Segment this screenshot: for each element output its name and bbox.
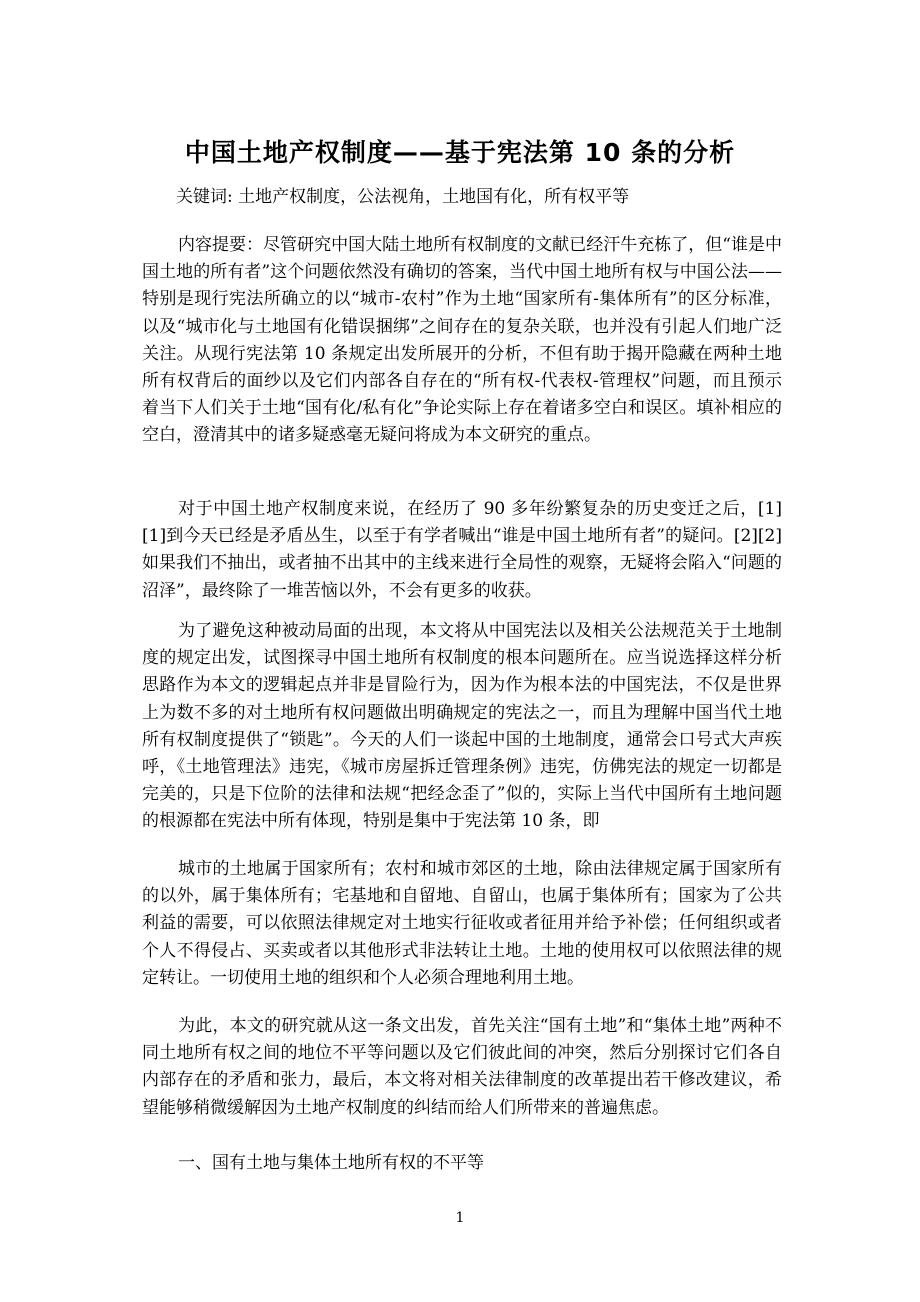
- page-number: 1: [455, 1210, 465, 1226]
- constitution-article-quote: 城市的土地属于国家所有；农村和城市郊区的土地，除由法律规定属于国家所有的以外，属于集体所有；宅基地和自留地、自留山，也属于集体所有；国家为了公共利益的需要，可以依照法律规定对土地实行征收或者征用并给予补偿；任何组织或者个人不得侵占、买卖或者以其他形式非法转让土地。土地的使用权可以依照法律的规定转让。一切使用土地的组织和个人必须合理地利用土地。: [142, 859, 782, 988]
- body-paragraph-1: 对于中国土地产权制度来说，在经历了 90 多年纷繁复杂的历史变迁之后，[1] [1]到今天已经是矛盾丛生，以至于有学者喊出“谁是中国土地所有者”的疑问。[2][2]如果我们不抽出，或者抽不出其中的主线来进行全局性的观察，无疑将会陷入“问题的沼泽”，最终除了一堆苦恼以外，不会有更多的收获。: [142, 499, 782, 601]
- keywords-line: 关键词: 土地产权制度，公法视角，土地国有化，所有权平等: [176, 187, 630, 207]
- document-title: 中国土地产权制度——基于宪法第 10 条的分析: [184, 137, 736, 167]
- body-paragraph-2: 为了避免这种被动局面的出现，本文将从中国宪法以及相关公法规范关于土地制度的规定出发，试图探寻中国土地所有权制度的根本问题所在。应当说选择这样分析思路作为本文的逻辑起点并非是冒险行为，因为作为根本法的中国宪法，不仅是世界上为数不多的对土地所有权问题做出明确规定的宪法之一，而且为理解中国当代土地所有权制度提供了“锁匙”。今天的人们一谈起中国的土地制度，通常会口号式大声疾呼，《土地管理法》违宪，《城市房屋拆迁管理条例》违宪，仿佛宪法的规定一切都是完美的，只是下位阶的法律和法规“把经念歪了”似的，实际上当代中国所有土地问题的根源都在宪法中所有体现，特别是集中于宪法第 10 条，即: [142, 621, 782, 832]
- abstract-paragraph: 内容提要：尽管研究中国大陆土地所有权制度的文献已经汗牛充栋了，但“谁是中国土地的所有者”这个问题依然没有确切的答案，当代中国土地所有权与中国公法——特别是现行宪法所确立的以“城市-农村”作为土地“国家所有-集体所有”的区分标准，以及“城市化与土地国有化错误捆绑”之间存在的复杂关联，也并没有引起人们地广泛关注。从现行宪法第 10 条规定出发所展开的分析，不但有助于揭开隐藏在两种土地所有权背后的面纱以及它们内部各自存在的“所有权-代表权-管理权”问题，而且预示着当下人们关于土地“国有化/私有化”争论实际上存在着诸多空白和误区。填补相应的空白，澄清其中的诸多疑惑毫无疑问将成为本文研究的重点。: [142, 235, 782, 446]
- section-heading-1: 一、国有土地与集体土地所有权的不平等: [178, 1153, 484, 1173]
- body-paragraph-4: 为此，本文的研究就从这一条文出发，首先关注“国有土地”和“集体土地”两种不同土地所有权之间的地位不平等问题以及它们彼此间的冲突，然后分别探讨它们各自内部存在的矛盾和张力，最后，本文将对相关法律制度的改革提出若干修改建议，希望能够稍微缓解因为土地产权制度的纠结而给人们所带来的普遍焦虑。: [142, 1016, 782, 1118]
